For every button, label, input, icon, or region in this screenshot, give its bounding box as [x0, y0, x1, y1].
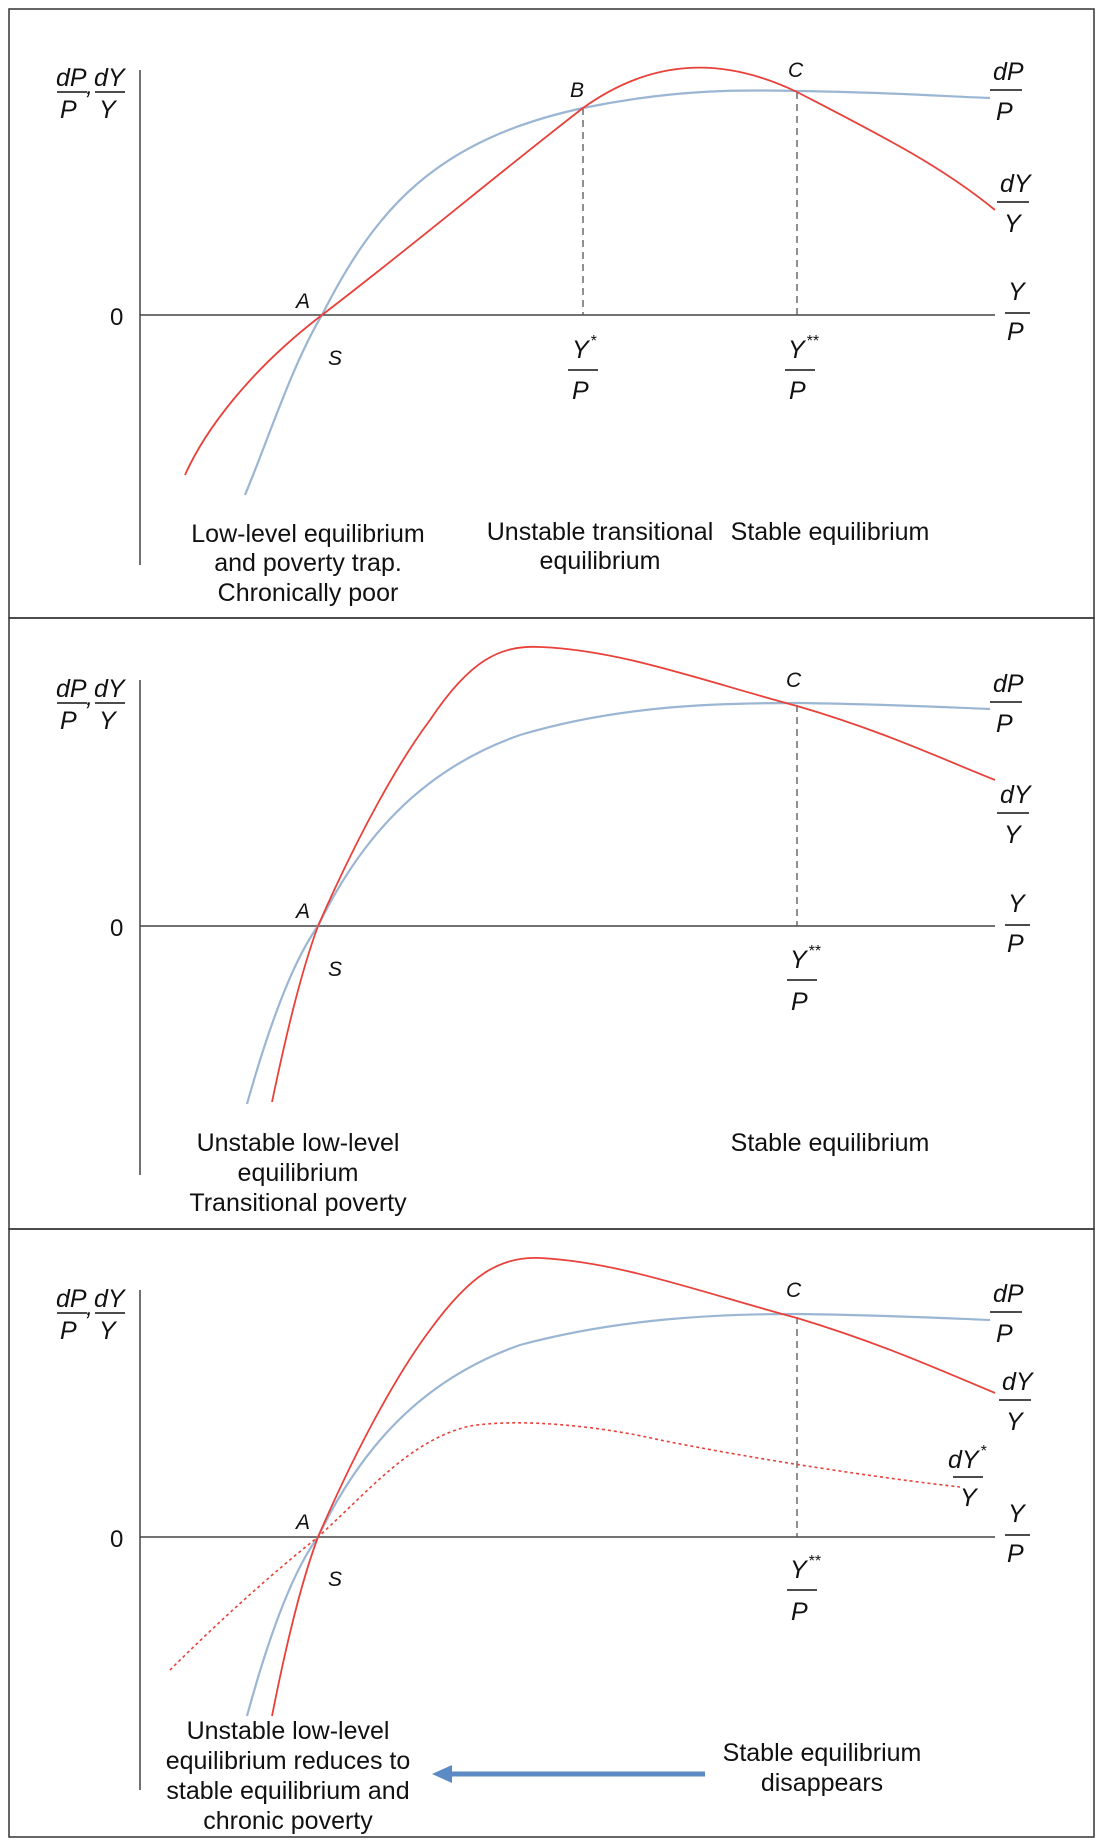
dys-den: Y — [960, 1484, 977, 1512]
left-arrow — [432, 1765, 705, 1783]
y-label-sep: , — [86, 72, 93, 100]
caption-low-1: Unstable low-level — [196, 1129, 400, 1157]
y-label-num-1: dP — [56, 1285, 87, 1313]
y-label-den-1: P — [60, 96, 77, 124]
tick-y-star — [568, 333, 598, 405]
tick-num: Y — [790, 946, 807, 974]
caption-low-1: Unstable low-level — [186, 1717, 390, 1745]
caption-low-2: equilibrium — [237, 1159, 359, 1187]
point-s: S — [328, 347, 343, 370]
dp-den: P — [996, 710, 1013, 738]
dp-p-label — [990, 670, 1024, 738]
tick-2-sup: ** — [806, 333, 819, 350]
dy-y-label — [997, 170, 1033, 238]
y-label-num-2: dY — [94, 675, 125, 703]
x-label-den: P — [1007, 1540, 1024, 1568]
caption-low-4: chronic poverty — [203, 1807, 373, 1835]
x-axis-label — [1005, 278, 1030, 346]
y-label-den-2: Y — [99, 1317, 116, 1345]
y-label-den-2: Y — [99, 96, 116, 124]
dp-den: P — [996, 1320, 1013, 1348]
caption-low-2: and poverty trap. — [214, 549, 402, 577]
x-axis-label — [1005, 890, 1030, 958]
tick-sup: ** — [808, 1553, 821, 1570]
point-c: C — [786, 669, 802, 692]
caption-right-1: Stable equilibrium — [722, 1739, 922, 1767]
y-label-num-2: dY — [94, 1285, 125, 1313]
y-label-sep: , — [86, 1293, 93, 1321]
caption-low-3: stable equilibrium and — [166, 1777, 410, 1805]
point-s: S — [328, 1568, 343, 1591]
caption-low-3: Transitional poverty — [189, 1189, 407, 1217]
y-axis-label — [56, 64, 127, 124]
dy-num: dY — [1000, 781, 1031, 809]
caption-mid-2: equilibrium — [539, 547, 661, 575]
point-a: A — [296, 290, 311, 313]
dp-p-label — [990, 58, 1024, 126]
x-label-num: Y — [1008, 890, 1025, 918]
dys-num: dY — [948, 1446, 979, 1474]
point-s: S — [328, 958, 343, 981]
point-b: B — [570, 79, 585, 102]
dy-star-y-label — [948, 1443, 987, 1512]
panel-2 — [9, 618, 1094, 1229]
x-label-den: P — [1007, 318, 1024, 346]
panel-3-border — [9, 1229, 1094, 1837]
panel-2-border — [9, 618, 1094, 1229]
caption-low-2: equilibrium reduces to — [165, 1747, 411, 1775]
dp-num: dP — [993, 1280, 1024, 1308]
dy-star-y-curve — [170, 1423, 960, 1670]
zero-label: 0 — [110, 915, 124, 942]
dy-y-label — [997, 781, 1033, 849]
tick-1-sup: * — [590, 333, 597, 350]
panel-1 — [9, 9, 1094, 618]
x-label-num: Y — [1008, 278, 1025, 306]
dy-num: dY — [1002, 1368, 1033, 1396]
point-c: C — [788, 59, 804, 82]
tick-2-den: P — [789, 377, 806, 405]
tick-num: Y — [790, 1556, 807, 1584]
y-axis-label — [56, 675, 127, 735]
tick-y-double-star — [787, 1553, 821, 1626]
y-label-num-2: dY — [94, 64, 125, 92]
panel-3 — [9, 1229, 1094, 1837]
dp-p-curve — [245, 90, 990, 495]
dp-den: P — [996, 98, 1013, 126]
x-axis-label — [1005, 1500, 1030, 1568]
caption-low-3: Chronically poor — [217, 579, 399, 607]
point-a: A — [296, 1511, 311, 1534]
dy-y-label — [999, 1368, 1035, 1436]
zero-label: 0 — [110, 1526, 124, 1553]
y-label-den-1: P — [60, 1317, 77, 1345]
dp-num: dP — [993, 670, 1024, 698]
caption-low-1: Low-level equilibrium — [191, 520, 425, 548]
dy-y-curve — [185, 68, 995, 475]
tick-1-den: P — [572, 377, 589, 405]
dy-num: dY — [1000, 170, 1031, 198]
y-axis-label — [56, 1285, 127, 1345]
dy-den: Y — [1004, 210, 1021, 238]
dp-p-label — [990, 1280, 1024, 1348]
point-a: A — [296, 900, 311, 923]
tick-den: P — [791, 1598, 808, 1626]
y-label-den-2: Y — [99, 707, 116, 735]
dp-p-curve — [247, 703, 990, 1104]
x-label-num: Y — [1008, 1500, 1025, 1528]
y-label-den-1: P — [60, 707, 77, 735]
tick-den: P — [791, 988, 808, 1016]
y-label-num-1: dP — [56, 675, 87, 703]
zero-label: 0 — [110, 304, 124, 331]
dy-den: Y — [1004, 821, 1021, 849]
dp-p-curve — [247, 1314, 990, 1716]
tick-y-double-star — [787, 943, 821, 1016]
tick-2-num: Y — [788, 336, 805, 364]
tick-y-double-star — [785, 333, 819, 405]
y-label-num-1: dP — [56, 64, 87, 92]
caption-right: Stable equilibrium — [730, 518, 930, 546]
dy-den: Y — [1006, 1408, 1023, 1436]
caption-right: Stable equilibrium — [730, 1129, 930, 1157]
dy-y-curve — [272, 1258, 995, 1716]
tick-sup: ** — [808, 943, 821, 960]
caption-mid-1: Unstable transitional — [486, 518, 714, 546]
dp-num: dP — [993, 58, 1024, 86]
point-c: C — [786, 1279, 802, 1302]
dy-y-curve — [272, 647, 995, 1102]
y-label-sep: , — [86, 683, 93, 711]
x-label-den: P — [1007, 930, 1024, 958]
tick-1-num: Y — [572, 336, 589, 364]
caption-right-2: disappears — [760, 1769, 884, 1797]
dys-sup: * — [980, 1443, 987, 1460]
